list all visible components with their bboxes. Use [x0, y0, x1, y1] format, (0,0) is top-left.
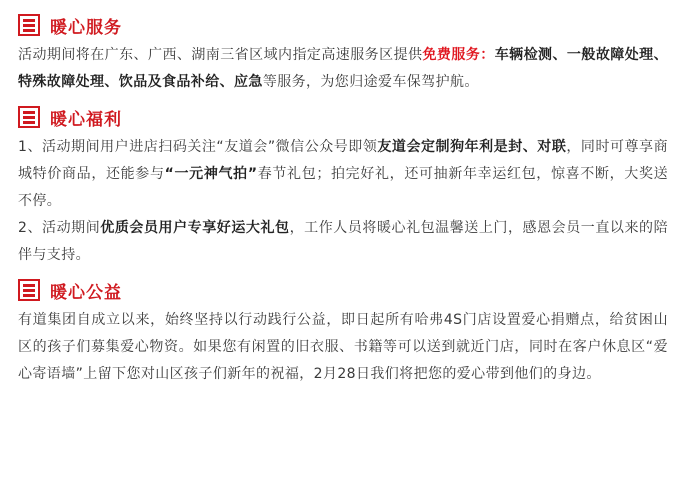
text-segment: ，同时可尊享商城特价商品，还能参与: [18, 139, 668, 182]
text-segment: 春节礼包；拍完好礼，还可抽新年幸运红包，惊喜不断，大奖送不停。: [18, 166, 669, 209]
text-segment: ，工作人员将暖心礼包温馨送上门，感恩会员一直以来的陪伴与支持。: [18, 220, 668, 263]
section-heading: 暖心公益: [50, 282, 122, 303]
section-heading: 暖心福利: [50, 109, 122, 130]
paragraph: [18, 134, 668, 215]
text-segment: 2、活动期间: [18, 220, 101, 236]
section-header: [14, 10, 672, 40]
list-icon: [18, 106, 40, 128]
section-warm-benefits: [14, 102, 672, 269]
highlight-text: 免费服务：: [422, 47, 495, 63]
text-segment: 有道集团自成立以来，始终坚持以行动践行公益，即日起所有哈弗4S门店设置爱心捐赠点，给贫困山区的孩子们募集爱心物资。如果您有闲置的旧衣服、书籍等可以送到就近门店，同时在客户休息区“爱心寄语墙”上留下您对山区孩子们新年的祝福，2月28日我们将把您的爱心带到他们的身边。: [18, 312, 668, 382]
paragraph: [18, 307, 668, 388]
section-header: [14, 275, 672, 305]
text-segment: 等服务，为您归途爱车保驾护航。: [262, 74, 479, 90]
bold-text: “一元神气拍”: [164, 166, 258, 182]
section-warm-service: [14, 10, 672, 96]
section-header: [14, 102, 672, 132]
paragraph: [18, 215, 668, 269]
bold-text: 友道会定制狗年利是封、对联: [377, 139, 567, 155]
bold-text: 车辆检测、一般故障处理、特殊故障处理、饮品及食品补给、应急: [18, 47, 668, 90]
text-segment: 1、活动期间用户进店扫码关注“友道会”微信公众号即领: [18, 139, 378, 155]
list-icon: [18, 14, 40, 36]
section-heading: 暖心服务: [50, 17, 122, 38]
section-warm-charity: [14, 275, 672, 388]
paragraph: [18, 42, 668, 96]
text-segment: 活动期间将在广东、广西、湖南三省区域内指定高速服务区提供: [18, 47, 423, 63]
bold-text: 优质会员用户专享好运大礼包: [100, 220, 290, 236]
list-icon: [18, 279, 40, 301]
